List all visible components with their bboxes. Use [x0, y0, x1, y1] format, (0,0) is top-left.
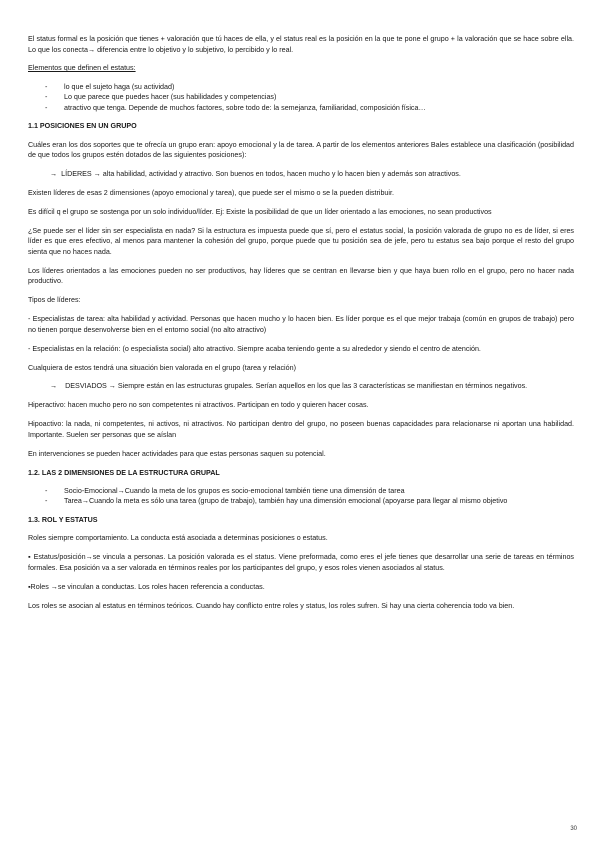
tipos-heading: Tipos de líderes: — [28, 296, 81, 305]
arrow-icon: → — [50, 170, 58, 179]
arrow-icon: → — [50, 382, 58, 391]
paragraph: Los líderes orientados a las emociones pueden no ser productivos, hay líderes que se centran en llevarse bien y que haya buen rollo en el grupo, pero no hacer nada productivo. — [28, 266, 574, 286]
paragraph: - Especialistas de tarea: alta habilidad y actividad. Personas que hacen mucho y lo hacen bien. Es líder porque es el que mejor trabaja (común en grupos de trabajo) pero no tienen porque desenvolverse bien en el entorno social (no alto atractivo) — [28, 315, 574, 334]
paragraph: Roles siempre comportamiento. La conducta está asociada a determinas posiciones o estatus. — [28, 534, 328, 543]
lideres-line: → LÍDERES → alta habilidad, actividad y atractivo. Son buenos en todos, hacen mucho y lo hacen bien y además son atractivos. — [50, 170, 461, 179]
list-item: - atractivo que tenga. Depende de muchos factores, sobre todo de: la semejanza, familiaridad, composición física… — [45, 103, 426, 112]
document-page — [28, 34, 574, 620]
section-heading-rol-estatus: 1.3. ROL Y ESTATUS — [28, 515, 98, 524]
dash-bullet: - — [45, 83, 48, 92]
paragraph: Es difícil q el grupo se sostenga por un solo individuo/líder. Ej: Existe la posibilidad de que un líder orientado a las emociones, no sean productivos — [28, 207, 492, 216]
paragraph: ▪ Estatus/posición→se vincula a personas. La posición valorada es el status. Viene preformada, como eres el jefe tienes que desarrollar una serie de tareas en términos formales. Esa posición va a ser valorada en términos reales por los participantes del grupo, y esos roles vienen asociados al status. — [28, 553, 574, 572]
paragraph: Los roles se asocian al estatus en términos teóricos. Cuando hay conflicto entre roles y status, los roles sufren. Si hay una cierta coherencia todo va bien. — [28, 601, 515, 610]
dash-bullet: - — [45, 93, 48, 102]
intro-paragraph: El status formal es la posición que tienes + valoración que tú haces de ella, y el status real es la posición en la que te pone el grupo + la valoración que se hace sobre ella. Lo que los conecta→ diferencia entre lo objetivo y lo subjetivo, lo percibido y lo real. — [28, 35, 574, 54]
elements-list — [28, 82, 574, 113]
paragraph: - Especialistas en la relación: (o especialista social) alto atractivo. Siempre acaba teniendo gente a su alrededor y siendo el centro de atención. — [28, 344, 481, 353]
dash-bullet: - — [45, 487, 48, 496]
section-heading-posiciones: 1.1 POSICIONES EN UN GRUPO — [28, 121, 137, 130]
paragraph: Cuáles eran los dos soportes que te ofrecía un grupo eran: apoyo emocional y la de tarea. A partir de los elementos anteriores Bales establece una clasificación (posibilidad de que todos los grupos estén dotados de las siguientes posiciones): — [28, 140, 574, 160]
paragraph: En intervenciones se pueden hacer actividades para que estas personas saquen su potencial. — [28, 449, 326, 458]
dash-bullet: - — [45, 103, 48, 112]
desviados-line: → DESVIADOS → Siempre están en las estructuras grupales. Serían aquellos en los que las 3 características se manifiestan en términos negativos. — [50, 382, 528, 391]
list-item: - lo que el sujeto haga (su actividad) — [45, 83, 175, 92]
paragraph: ¿Se puede ser el líder sin ser especialista en nada? Si la estructura es impuesta puede que sí, pero el estatus social, la posición valorada de grupo no es de líder, si eres líder es que eres efectivo, al menos para mantener la cohesión del grupo, porque puede que tu posición sea de jefe, pero tu estatus sea bajo porque el resto del grupo sienta que no haces nada. — [28, 226, 574, 256]
paragraph: Cualquiera de estos tendrá una situación bien valorada en el grupo (tarea y relación) — [28, 363, 296, 372]
list-item: - Lo que parece que puedes hacer (sus habilidades y competencias) — [45, 93, 277, 102]
paragraph: Existen líderes de esas 2 dimensiones (apoyo emocional y tarea), que puede ser el mismo o se la pueden distribuir. — [28, 188, 394, 197]
elements-heading: Elementos que definen el estatus: — [28, 64, 136, 73]
section-heading-dimensiones: 1.2. LAS 2 DIMENSIONES DE LA ESTRUCTURA GRUPAL — [28, 468, 220, 477]
list-item: - Tarea→Cuando la meta es sólo una tarea (grupo de trabajo), también hay una dimensión emocional (apoyarse para llegar al mismo objetivo — [45, 497, 508, 506]
dimensions-list — [28, 486, 574, 507]
paragraph: Hipoactivo: la nada, ni competentes, ni activos, ni atractivos. No participan dentro del grupo, no poseen buenas capacidades para relacionarse ni aportan una habilidad. Importante. Suelen ser personas que se aíslan — [28, 420, 574, 439]
list-item: - Socio-Emocional→Cuando la meta de los grupos es socio-emocional también tiene una dimensión de tarea — [45, 487, 405, 496]
paragraph: ▪Roles →se vinculan a conductas. Los roles hacen referencia a conductas. — [28, 582, 265, 591]
dash-bullet: - — [45, 497, 48, 506]
paragraph: Hiperactivo: hacen mucho pero no son competentes ni atractivos. Participan en todo y quieren hacer cosas. — [28, 401, 369, 410]
page-number: 30 — [570, 826, 577, 832]
